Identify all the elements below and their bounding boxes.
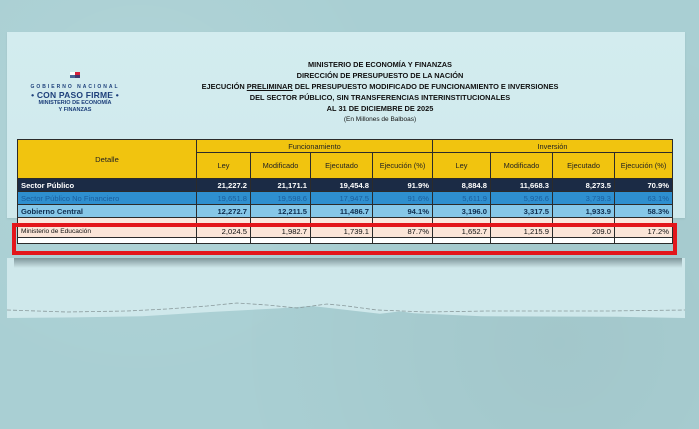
cell [553, 218, 615, 225]
table-row-gobierno-central [18, 205, 673, 218]
cell: 11,486.7 [311, 205, 373, 218]
torn-edge [7, 300, 685, 320]
title-preliminar: PRELIMINAR [246, 82, 293, 91]
cell [373, 238, 433, 244]
cell: 1,739.1 [311, 225, 373, 238]
panama-flag-icon [70, 72, 80, 78]
cell [615, 238, 673, 244]
cell: 12,211.5 [251, 205, 311, 218]
cell: 3,317.5 [491, 205, 553, 218]
cell [373, 218, 433, 225]
logo-line-4: Y FINANZAS [58, 107, 92, 113]
cell [18, 238, 197, 244]
cell [251, 218, 311, 225]
logo-line-2: • CON PASO FIRME • [31, 90, 119, 100]
title-execution-post: DEL PRESUPUESTO MODIFICADO DE FUNCIONAMIENTO E INVERSIONES [292, 82, 559, 91]
cell [491, 218, 553, 225]
table-row-cropped-below [18, 238, 673, 244]
logo-line-3: MINISTERIO DE ECONOMÍA [38, 100, 112, 106]
title-units: (En Millones de Balboas) [343, 116, 417, 123]
cell [197, 238, 251, 244]
logo-line-1: GOBIERNO NACIONAL [30, 84, 120, 90]
budget-table [17, 139, 673, 244]
cell [433, 238, 491, 244]
cell: 5,926.6 [491, 192, 553, 205]
cell: 8,884.8 [433, 179, 491, 192]
table-row-spnf [18, 192, 673, 205]
row-label: Gobierno Central [18, 205, 197, 218]
cell [197, 218, 251, 225]
cell: 19,598.6 [251, 192, 311, 205]
cell: 19,454.8 [311, 179, 373, 192]
header-func-ejecutado: Ejecutado [311, 153, 373, 179]
cell: 91.9% [373, 179, 433, 192]
cell: 209.0 [553, 225, 615, 238]
cell [311, 238, 373, 244]
cell: 17,947.5 [311, 192, 373, 205]
cell [553, 238, 615, 244]
header-inv-ejecucion: Ejecución (%) [615, 153, 673, 179]
cell: 1,652.7 [433, 225, 491, 238]
cell [615, 218, 673, 225]
cell [433, 218, 491, 225]
table-row-cropped-above [18, 218, 673, 225]
title-sector: DEL SECTOR PÚBLICO, SIN TRANSFERENCIAS INTERINSTITUCIONALES [249, 93, 511, 102]
cell: 19,651.8 [197, 192, 251, 205]
row-label: Ministerio de Educación [18, 225, 197, 238]
cell: 3,739.3 [553, 192, 615, 205]
cell: 91.6% [373, 192, 433, 205]
cell [311, 218, 373, 225]
title-execution [140, 81, 620, 92]
header-inv-ley: Ley [433, 153, 491, 179]
cell: 17.2% [615, 225, 673, 238]
header-inversion: Inversión [433, 140, 673, 153]
cell: 3,196.0 [433, 205, 491, 218]
cell: 63.1% [615, 192, 673, 205]
cell: 87.7% [373, 225, 433, 238]
gobierno-logo [20, 66, 130, 114]
title-direction: DIRECCIÓN DE PRESUPUESTO DE LA NACIÓN [296, 71, 464, 80]
table-shadow [14, 258, 682, 268]
cell: 70.9% [615, 179, 673, 192]
cell: 11,668.3 [491, 179, 553, 192]
cell: 1,215.9 [491, 225, 553, 238]
cell: 58.3% [615, 205, 673, 218]
cell [491, 238, 553, 244]
cell: 21,227.2 [197, 179, 251, 192]
title-date: AL 31 DE DICIEMBRE DE 2025 [326, 104, 434, 113]
cell: 1,982.7 [251, 225, 311, 238]
header-func-ley: Ley [197, 153, 251, 179]
cell: 2,024.5 [197, 225, 251, 238]
header-inv-ejecutado: Ejecutado [553, 153, 615, 179]
report-title [140, 59, 620, 125]
cell [18, 218, 197, 225]
cell: 12,272.7 [197, 205, 251, 218]
cell [251, 238, 311, 244]
cell: 21,171.1 [251, 179, 311, 192]
header-func-modificado: Modificado [251, 153, 311, 179]
header-func-ejecucion: Ejecución (%) [373, 153, 433, 179]
header-inv-modificado: Modificado [491, 153, 553, 179]
header-detalle: Detalle [18, 140, 197, 179]
cell: 94.1% [373, 205, 433, 218]
cell: 1,933.9 [553, 205, 615, 218]
table-row-ministerio-educacion [18, 225, 673, 238]
header-funcionamiento: Funcionamiento [197, 140, 433, 153]
cell: 5,611.9 [433, 192, 491, 205]
table-row-sector-publico [18, 179, 673, 192]
title-execution-pre: EJECUCIÓN [201, 82, 247, 91]
title-ministry: MINISTERIO DE ECONOMÍA Y FINANZAS [308, 60, 452, 69]
row-label: Sector Público No Financiero [18, 192, 197, 205]
row-label: Sector Público [18, 179, 197, 192]
cell: 8,273.5 [553, 179, 615, 192]
